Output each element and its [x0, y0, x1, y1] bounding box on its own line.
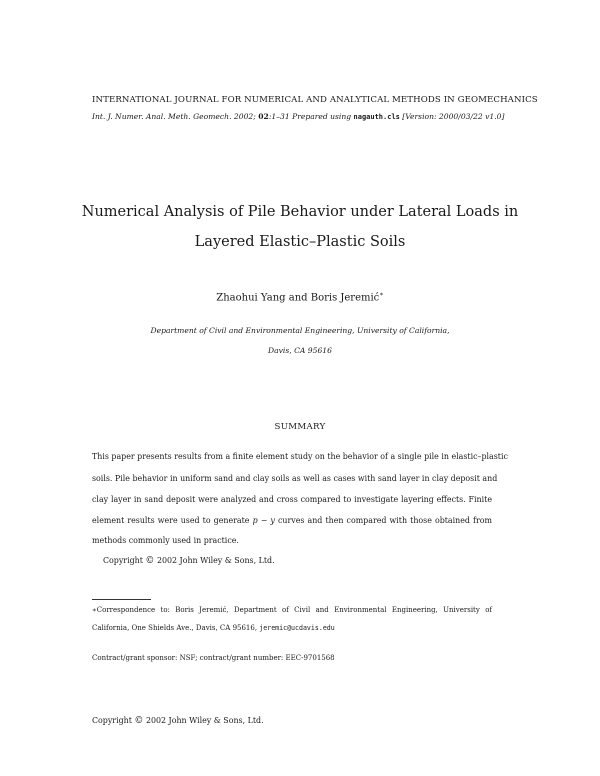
copyright-icon: © [145, 556, 155, 566]
journal-version: [Version: 2000/03/22 v1.0] [402, 112, 505, 121]
footnote-divider [92, 599, 151, 600]
author-list [0, 290, 600, 303]
journal-volume: 02 [258, 112, 269, 121]
affiliation-line-1: Department of Civil and Environmental Engineering, University of California, [150, 326, 450, 335]
summary-line-4 [92, 516, 492, 525]
paper-title-line-1: Numerical Analysis of Pile Behavior under Lateral Loads in [81, 204, 519, 220]
footer-copyright-holder: 2002 John Wiley & Sons, Ltd. [145, 716, 264, 725]
summary-line-5: methods commonly used in practice. [92, 536, 239, 545]
summary-line-3: clay layer in sand deposit were analyzed and cross compared to investigate layering effects. Finite [92, 495, 492, 504]
class-file: nagauth.cls [353, 113, 400, 121]
journal-pages: :1–31 [268, 112, 290, 121]
journal-name: INTERNATIONAL JOURNAL FOR NUMERICAL AND ANALYTICAL METHODS IN GEOMECHANICS [92, 95, 538, 105]
journal-citation [92, 112, 504, 121]
summary-copyright [103, 556, 275, 566]
footer-copyright [92, 716, 264, 726]
correspondence-email: jeremic@ucdavis.edu [259, 624, 335, 632]
correspondence-address: California, One Shields Ave., Davis, CA 95616, [92, 624, 258, 632]
grant-sponsor-note: Contract/grant sponsor: NSF; contract/grant number: EEC-9701568 [92, 654, 335, 662]
author-names: Zhaohui Yang and Boris Jeremić [216, 292, 380, 304]
summary-line-2: soils. Pile behavior in uniform sand and clay soils as well as cases with sand layer in clay deposit and [92, 474, 498, 483]
journal-year: 2002; [233, 112, 256, 121]
correspondence-line-1: ∗Correspondence to: Boris Jeremić, Department of Civil and Environmental Engineering, University of [92, 606, 492, 614]
p-y-curve-math: p − y [252, 516, 275, 525]
summary-heading: SUMMARY [274, 422, 326, 432]
summary-line-4-start: element results were used to generate [92, 516, 250, 525]
paper-title-line-2: Layered Elastic–Plastic Soils [194, 234, 406, 250]
affiliation-line-2: Davis, CA 95616 [268, 346, 332, 355]
summary-line-1: This paper presents results from a finite element study on the behavior of a single pile in elastic–plastic [92, 452, 508, 461]
correspondence-mark: ∗ [379, 290, 384, 298]
footer-copyright-icon: © [134, 716, 144, 726]
correspondence-line-2 [92, 624, 492, 632]
summary-copyright-holder: 2002 John Wiley & Sons, Ltd. [156, 556, 275, 565]
prepared-using: Prepared using [292, 112, 352, 121]
summary-line-4-end: curves and then compared with those obtained from [277, 516, 492, 525]
journal-abbrev: Int. J. Numer. Anal. Meth. Geomech. [92, 112, 232, 121]
footer-copyright-label: Copyright [92, 716, 132, 725]
summary-copyright-label: Copyright [103, 556, 143, 565]
